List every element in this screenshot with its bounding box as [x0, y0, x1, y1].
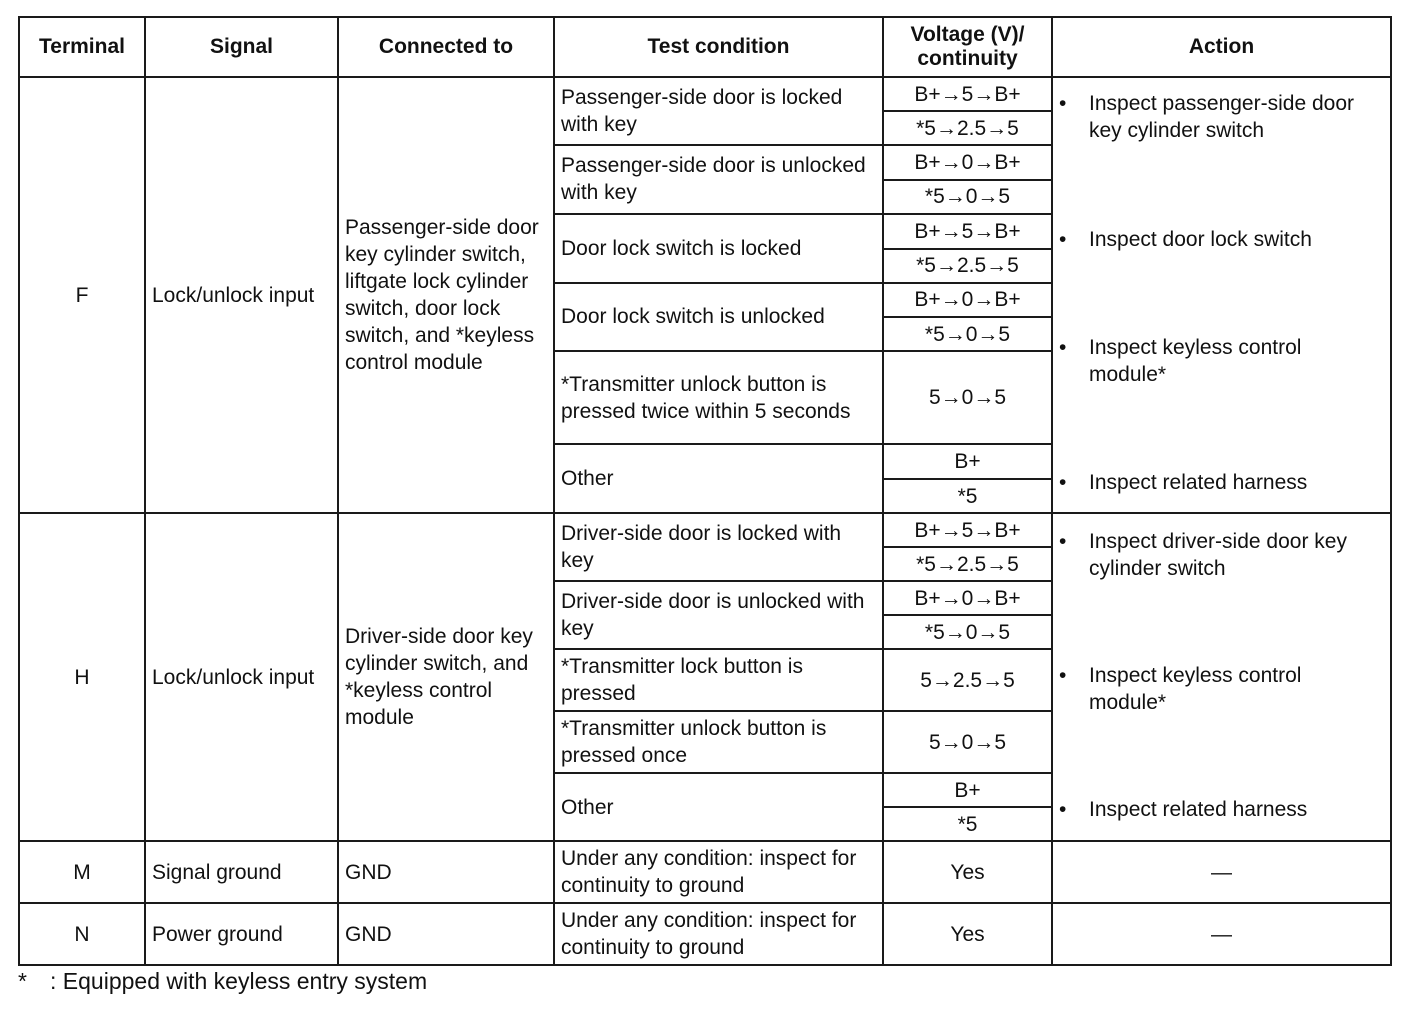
header-voltage [883, 17, 1052, 77]
terminal-cell: F [19, 77, 145, 513]
header-test-condition: Test condition [554, 17, 883, 77]
action-cell: — [1052, 841, 1391, 903]
voltage-cell: *5 [883, 479, 1052, 513]
terminal-cell: H [19, 513, 145, 841]
test-condition-cell: Driver-side door is locked with key [554, 513, 883, 581]
action-item: • Inspect door lock switch [1059, 226, 1312, 253]
voltage-cell: B+ [883, 444, 1052, 479]
connected-to-cell: GND [338, 903, 554, 965]
header-voltage-line2: continuity [917, 47, 1018, 70]
voltage-cell: B+→5→B+ [883, 513, 1052, 547]
voltage-cell: Yes [883, 903, 1052, 965]
voltage-cell: B+→0→B+ [883, 145, 1052, 180]
test-condition-cell: Under any condition: inspect for continuity to ground [554, 841, 883, 903]
table-row [19, 841, 1391, 903]
table-row [19, 77, 1391, 111]
voltage-cell: B+→0→B+ [883, 581, 1052, 615]
voltage-cell: B+ [883, 773, 1052, 807]
signal-cell: Power ground [145, 903, 338, 965]
action-cell [1052, 77, 1391, 513]
voltage-cell: *5→0→5 [883, 180, 1052, 214]
terminal-cell: M [19, 841, 145, 903]
action-item: • Inspect keyless control module* [1059, 662, 1384, 716]
terminal-cell: N [19, 903, 145, 965]
test-condition-cell: Other [554, 773, 883, 841]
test-condition-cell: Door lock switch is locked [554, 214, 883, 283]
voltage-cell: 5→2.5→5 [883, 649, 1052, 711]
test-condition-cell: Under any condition: inspect for continuity to ground [554, 903, 883, 965]
voltage-cell: *5→2.5→5 [883, 111, 1052, 145]
connected-to-cell: Driver-side door key cylinder switch, and *keyless control module [338, 513, 554, 841]
voltage-cell: B+→5→B+ [883, 214, 1052, 249]
voltage-cell: *5→2.5→5 [883, 249, 1052, 283]
test-condition-cell: Passenger-side door is locked with key [554, 77, 883, 145]
header-action: Action [1052, 17, 1391, 77]
connected-to-cell: GND [338, 841, 554, 903]
voltage-cell: B+→0→B+ [883, 283, 1052, 318]
voltage-cell: Yes [883, 841, 1052, 903]
footnote [18, 968, 427, 995]
action-cell: — [1052, 903, 1391, 965]
terminal-spec-table [18, 16, 1392, 966]
header-terminal: Terminal [19, 17, 145, 77]
action-cell [1052, 513, 1391, 841]
header-row [19, 17, 1391, 77]
table-row [19, 903, 1391, 965]
voltage-cell: B+→5→B+ [883, 77, 1052, 111]
voltage-cell: 5→0→5 [883, 711, 1052, 773]
header-signal: Signal [145, 17, 338, 77]
voltage-cell: *5→0→5 [883, 317, 1052, 351]
voltage-cell: 5→0→5 [883, 351, 1052, 444]
footnote-marker: * [18, 968, 27, 994]
table-row [19, 513, 1391, 547]
test-condition-cell: Passenger-side door is unlocked with key [554, 145, 883, 214]
voltage-cell: *5 [883, 807, 1052, 841]
action-item: • Inspect related harness [1059, 469, 1307, 496]
header-connected-to: Connected to [338, 17, 554, 77]
test-condition-cell: *Transmitter unlock button is pressed once [554, 711, 883, 773]
test-condition-cell: *Transmitter lock button is pressed [554, 649, 883, 711]
signal-cell: Signal ground [145, 841, 338, 903]
voltage-cell: *5→2.5→5 [883, 547, 1052, 581]
test-condition-cell: Other [554, 444, 883, 513]
signal-cell: Lock/unlock input [145, 77, 338, 513]
test-condition-cell: Door lock switch is unlocked [554, 283, 883, 352]
action-item: • Inspect driver-side door key cylinder switch [1059, 528, 1384, 582]
signal-cell: Lock/unlock input [145, 513, 338, 841]
footnote-text: : Equipped with keyless entry system [50, 968, 428, 994]
action-item: • Inspect passenger-side door key cylinder switch [1059, 90, 1384, 144]
connected-to-cell: Passenger-side door key cylinder switch, liftgate lock cylinder switch, door lock switch, and *keyless control module [338, 77, 554, 513]
action-list [1059, 514, 1384, 840]
test-condition-cell: *Transmitter unlock button is pressed twice within 5 seconds [554, 351, 883, 444]
action-item: • Inspect related harness [1059, 796, 1307, 823]
action-item: • Inspect keyless control module* [1059, 334, 1384, 388]
test-condition-cell: Driver-side door is unlocked with key [554, 581, 883, 649]
voltage-cell: *5→0→5 [883, 615, 1052, 649]
action-list [1059, 78, 1384, 512]
header-voltage-line1: Voltage (V)/ [910, 23, 1025, 46]
